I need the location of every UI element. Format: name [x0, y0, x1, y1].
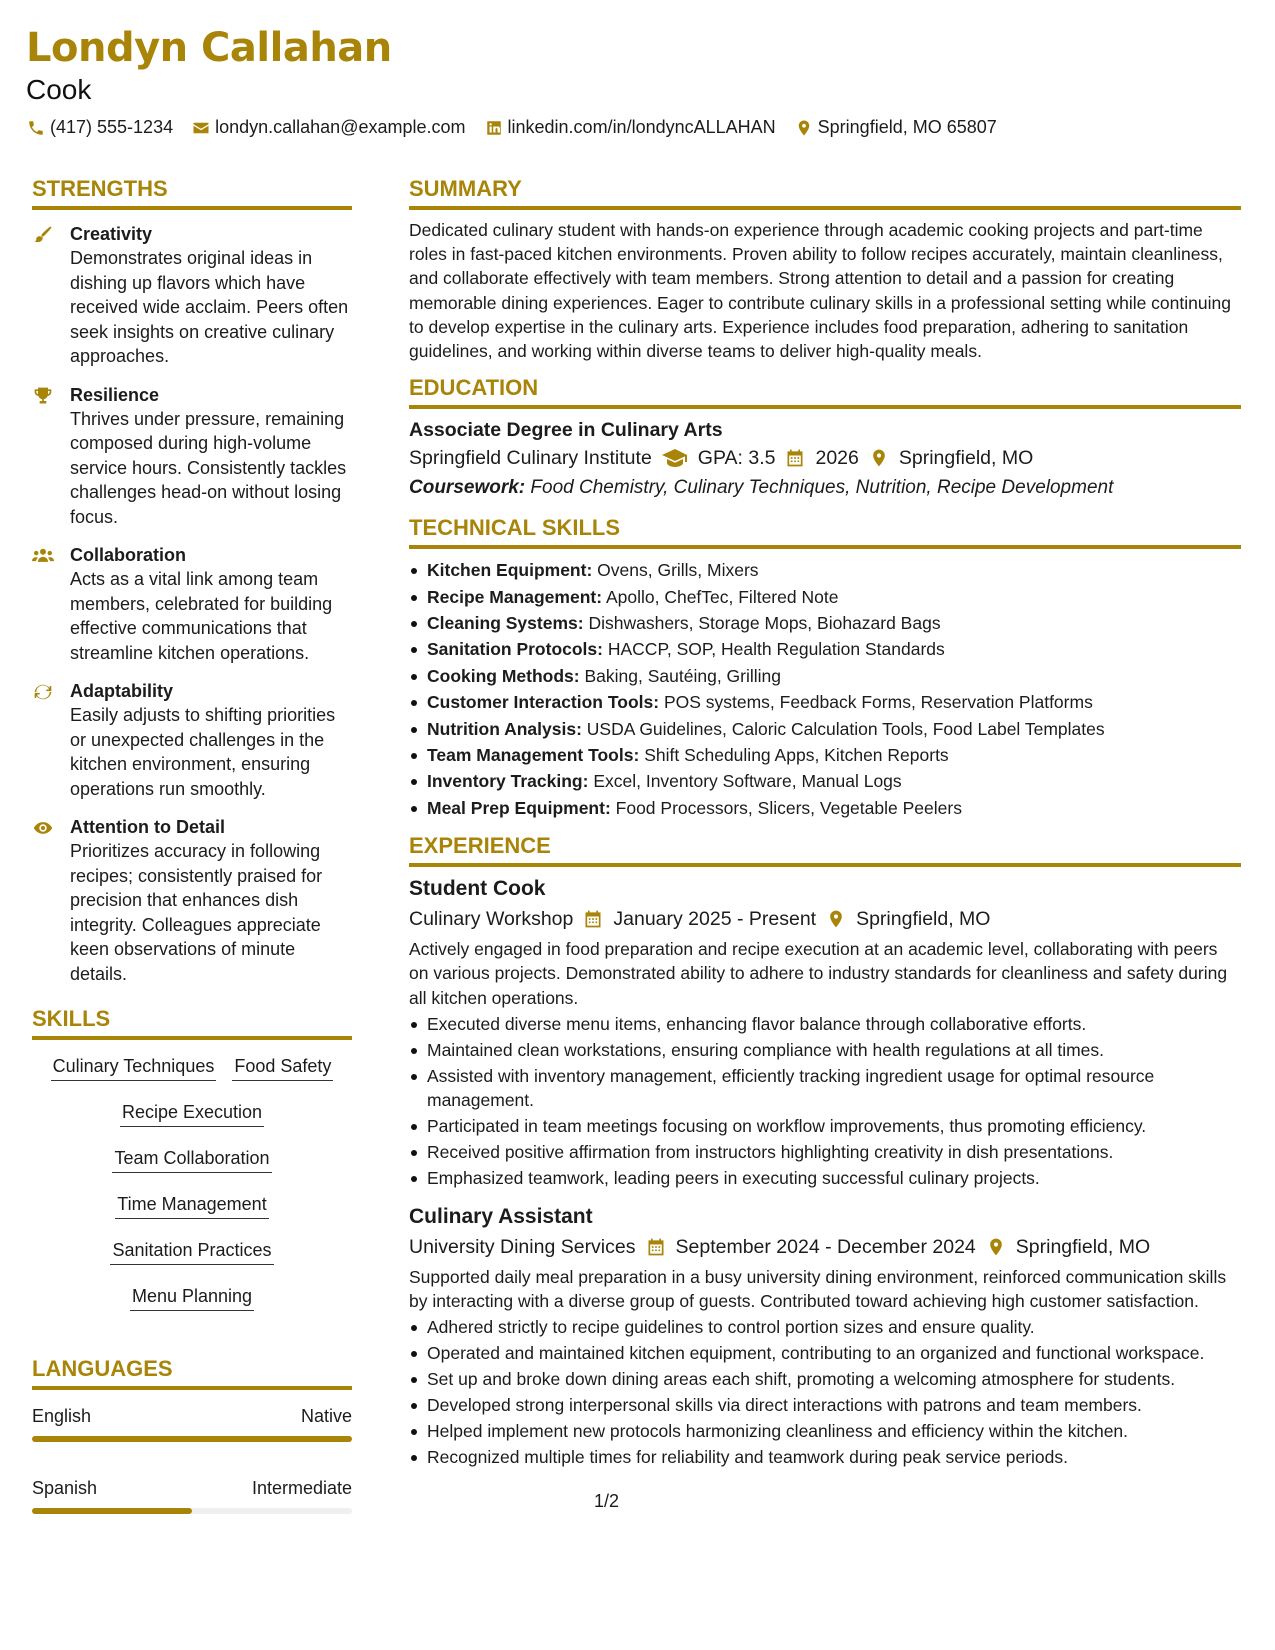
skill-tag: Recipe Execution — [120, 1100, 264, 1127]
strength-desc: Easily adjusts to shifting priorities or unexpected challenges in the kitchen environment, ensuring operations run smoothly. — [70, 705, 336, 799]
skill-tag: Sanitation Practices — [110, 1238, 273, 1265]
paintbrush-icon — [32, 222, 70, 369]
strength-item — [32, 679, 352, 801]
candidate-title: Cook — [26, 74, 92, 105]
skills-heading: SKILLS — [32, 1006, 352, 1040]
job-entry — [409, 875, 1241, 1191]
education-heading: EDUCATION — [409, 375, 1241, 409]
strengths-list — [32, 222, 352, 986]
list-item — [409, 663, 1241, 689]
skill-value: Food Processors, Slicers, Vegetable Peelers — [615, 797, 962, 818]
skill-label: Cleaning Systems: — [427, 613, 584, 634]
skill-tag: Menu Planning — [130, 1284, 254, 1311]
school-location: Springfield, MO — [898, 447, 1034, 470]
eye-icon — [32, 815, 70, 986]
skill-label: Recipe Management: — [427, 586, 603, 607]
skill-label: Kitchen Equipment: — [427, 560, 593, 581]
summary-heading: SUMMARY — [409, 176, 1241, 210]
skill-label: Cooking Methods: — [427, 665, 580, 686]
language-name: Spanish — [32, 1478, 98, 1498]
gpa: GPA: 3.5 — [697, 447, 776, 470]
right-column — [409, 176, 1241, 1471]
calendar-icon — [583, 909, 603, 929]
graduation-cap-icon — [662, 448, 688, 468]
candidate-name: Londyn Callahan — [26, 25, 392, 71]
job-bullets — [409, 1315, 1241, 1470]
strength-item — [32, 543, 352, 665]
skill-value: USDA Guidelines, Caloric Calculation Tools, Food Label Templates — [586, 718, 1105, 739]
job-bullets — [409, 1012, 1241, 1191]
calendar-icon — [646, 1237, 666, 1257]
skill-tag: Culinary Techniques — [51, 1054, 217, 1081]
technical-skills-list — [409, 557, 1241, 821]
list-item — [409, 636, 1241, 662]
list-item: Executed diverse menu items, enhancing flavor balance through collaborative efforts. — [409, 1012, 1241, 1037]
language-proficiency-fill — [32, 1436, 352, 1442]
list-item: Helped implement new protocols harmonizing cleanliness and efficiency within the kitchen. — [409, 1419, 1241, 1444]
list-item: Set up and broke down dining areas each shift, promoting a welcoming atmosphere for students. — [409, 1367, 1241, 1392]
envelope-icon — [191, 118, 211, 138]
strength-title: Attention to Detail — [70, 817, 225, 837]
list-item — [409, 795, 1241, 821]
contact-bar — [26, 117, 1256, 138]
language-proficiency-fill — [32, 1508, 192, 1514]
skill-label: Sanitation Protocols: — [427, 639, 603, 660]
contact-location-text: Springfield, MO 65807 — [817, 117, 997, 137]
languages-heading: LANGUAGES — [32, 1356, 352, 1390]
list-item: Developed strong interpersonal skills via direct interactions with patrons and team members. — [409, 1393, 1241, 1418]
coursework — [409, 473, 1241, 503]
job-title: Student Cook — [409, 877, 546, 901]
company-name: University Dining Services — [409, 1235, 636, 1258]
graduation-year: 2026 — [815, 447, 859, 470]
list-item — [409, 768, 1241, 794]
skill-label: Team Management Tools: — [427, 745, 640, 766]
contact-phone-text: (417) 555-1234 — [50, 117, 174, 137]
list-item — [409, 557, 1241, 583]
skill-label: Customer Interaction Tools: — [427, 692, 660, 713]
list-item: Maintained clean workstations, ensuring compliance with health regulations at all times. — [409, 1038, 1241, 1063]
linkedin-icon — [484, 118, 504, 138]
skills-list — [32, 1054, 352, 1330]
skill-value: Baking, Sautéing, Grilling — [584, 665, 781, 686]
strength-item — [32, 222, 352, 369]
job-description: Supported daily meal preparation in a busy university dining environment, reinforced communication skills by interacting with a diverse group of guests. Contributed toward achieving high customer satisfaction. — [409, 1266, 1227, 1312]
location-pin-icon — [986, 1237, 1006, 1257]
job-description: Actively engaged in food preparation and recipe execution at an academic level, collaborating with peers on various projects. Demonstrated ability to adhere to industry standards for cleanliness and safety during all kitchen operations. — [409, 939, 1228, 1008]
languages-list — [32, 1404, 352, 1514]
skill-value: Apollo, ChefTec, Filtered Note — [605, 586, 839, 607]
experience-heading: EXPERIENCE — [409, 833, 1241, 867]
skill-value: HACCP, SOP, Health Regulation Standards — [607, 639, 945, 660]
contact-phone[interactable] — [26, 117, 173, 138]
language-item — [32, 1404, 352, 1442]
list-item — [409, 716, 1241, 742]
job-location: Springfield, MO — [1015, 1235, 1151, 1258]
list-item — [409, 742, 1241, 768]
list-item: Operated and maintained kitchen equipment, contributing to an organized and functional workspace. — [409, 1341, 1241, 1366]
location-pin-icon — [826, 909, 846, 929]
job-location: Springfield, MO — [856, 908, 991, 931]
skill-value: Excel, Inventory Software, Manual Logs — [593, 771, 902, 792]
job-meta — [409, 903, 1241, 935]
skill-value: POS systems, Feedback Forms, Reservation Platforms — [663, 692, 1093, 713]
strength-title: Collaboration — [70, 545, 186, 565]
refresh-icon — [32, 679, 70, 801]
contact-location — [794, 117, 997, 138]
phone-icon — [26, 118, 46, 138]
list-item: Recognized multiple times for reliability and teamwork during peak service periods. — [409, 1445, 1241, 1470]
list-item: Assisted with inventory management, efficiently tracking ingredient usage for optimal resource management. — [409, 1064, 1241, 1113]
list-item — [409, 689, 1241, 715]
strength-item — [32, 815, 352, 986]
strength-title: Resilience — [70, 384, 160, 405]
skill-tag: Food Safety — [232, 1054, 333, 1081]
skill-label: Meal Prep Equipment: — [427, 797, 611, 818]
list-item: Participated in team meetings focusing on workflow improvements, thus promoting efficiency. — [409, 1114, 1241, 1139]
technical-skills-heading: TECHNICAL SKILLS — [409, 515, 1241, 549]
summary-text: Dedicated culinary student with hands-on experience through academic cooking projects and part-time roles in fast-paced kitchen environments. Proven ability to follow recipes accurately, maintain cleanliness, and collaborate effectively with team members. Strong attention to detail and a passion for creating memorable dining experiences. Eager to contribute culinary skills in a professional setting while continuing to develop expertise in the culinary arts. Experience includes food preparation, adhering to sanitation guidelines, and working within diverse teams to deliver high-quality meals. — [409, 220, 1231, 362]
company-name: Culinary Workshop — [409, 908, 574, 931]
strength-desc: Thrives under pressure, remaining composed during high-volume service hours. Consistently tackles challenges head-on without losing focus. — [70, 408, 347, 527]
trophy-icon — [32, 383, 70, 530]
job-title: Culinary Assistant — [409, 1204, 593, 1228]
location-pin-icon — [869, 448, 889, 468]
strength-item — [32, 383, 352, 530]
language-level: Intermediate — [251, 1478, 352, 1498]
location-pin-icon — [794, 118, 814, 138]
job-entry — [409, 1203, 1241, 1470]
skill-tag: Team Collaboration — [112, 1146, 271, 1173]
calendar-icon — [785, 448, 805, 468]
job-dates: September 2024 - December 2024 — [675, 1235, 976, 1258]
list-item — [409, 610, 1241, 636]
left-column — [32, 176, 352, 1548]
language-proficiency-bar — [32, 1436, 352, 1442]
school-name: Springfield Culinary Institute — [409, 447, 652, 470]
skill-value: Ovens, Grills, Mixers — [597, 560, 759, 581]
skill-value: Dishwashers, Storage Mops, Biohazard Bags — [588, 613, 941, 634]
page-number: 1/2 — [594, 1491, 620, 1511]
list-item: Received positive affirmation from instructors highlighting creativity in dish presentations. — [409, 1140, 1241, 1165]
strength-title: Creativity — [70, 224, 153, 244]
strength-desc: Acts as a vital link among team members, celebrated for building effective communications that streamline kitchen operations. — [70, 569, 333, 663]
list-item: Emphasized teamwork, leading peers in executing successful culinary projects. — [409, 1166, 1241, 1191]
skill-label: Inventory Tracking: — [427, 771, 589, 792]
language-item — [32, 1476, 352, 1514]
contact-linkedin[interactable] — [484, 117, 776, 138]
coursework-list: Food Chemistry, Culinary Techniques, Nutrition, Recipe Development — [530, 477, 1114, 499]
skill-tag: Time Management — [115, 1192, 268, 1219]
skill-value: Shift Scheduling Apps, Kitchen Reports — [644, 745, 949, 766]
education-meta — [409, 443, 1241, 473]
strengths-heading: STRENGTHS — [32, 176, 352, 210]
users-icon — [32, 543, 70, 665]
coursework-label: Coursework: — [409, 477, 526, 499]
contact-email-text: londyn.callahan@example.com — [215, 117, 466, 137]
resume-header — [26, 22, 1256, 138]
skill-label: Nutrition Analysis: — [427, 718, 582, 739]
strength-desc: Prioritizes accuracy in following recipes; consistently praised for precision that enhances dish integrity. Colleagues appreciate keen observations of minute details. — [70, 841, 323, 984]
job-meta — [409, 1231, 1241, 1263]
language-level: Native — [300, 1406, 352, 1426]
language-name: English — [32, 1406, 92, 1426]
strength-title: Adaptability — [70, 681, 174, 701]
list-item: Adhered strictly to recipe guidelines to control portion sizes and ensure quality. — [409, 1315, 1241, 1340]
strength-desc: Demonstrates original ideas in dishing up flavors which have received wide acclaim. Peers often seek insights on creative culinary approaches. — [70, 248, 349, 366]
list-item — [409, 584, 1241, 610]
contact-email[interactable] — [191, 117, 465, 138]
language-proficiency-bar — [32, 1508, 352, 1514]
degree-title: Associate Degree in Culinary Arts — [409, 419, 723, 442]
job-dates: January 2025 - Present — [613, 908, 817, 931]
contact-linkedin-text: linkedin.com/in/londyncALLAHAN — [507, 117, 776, 137]
